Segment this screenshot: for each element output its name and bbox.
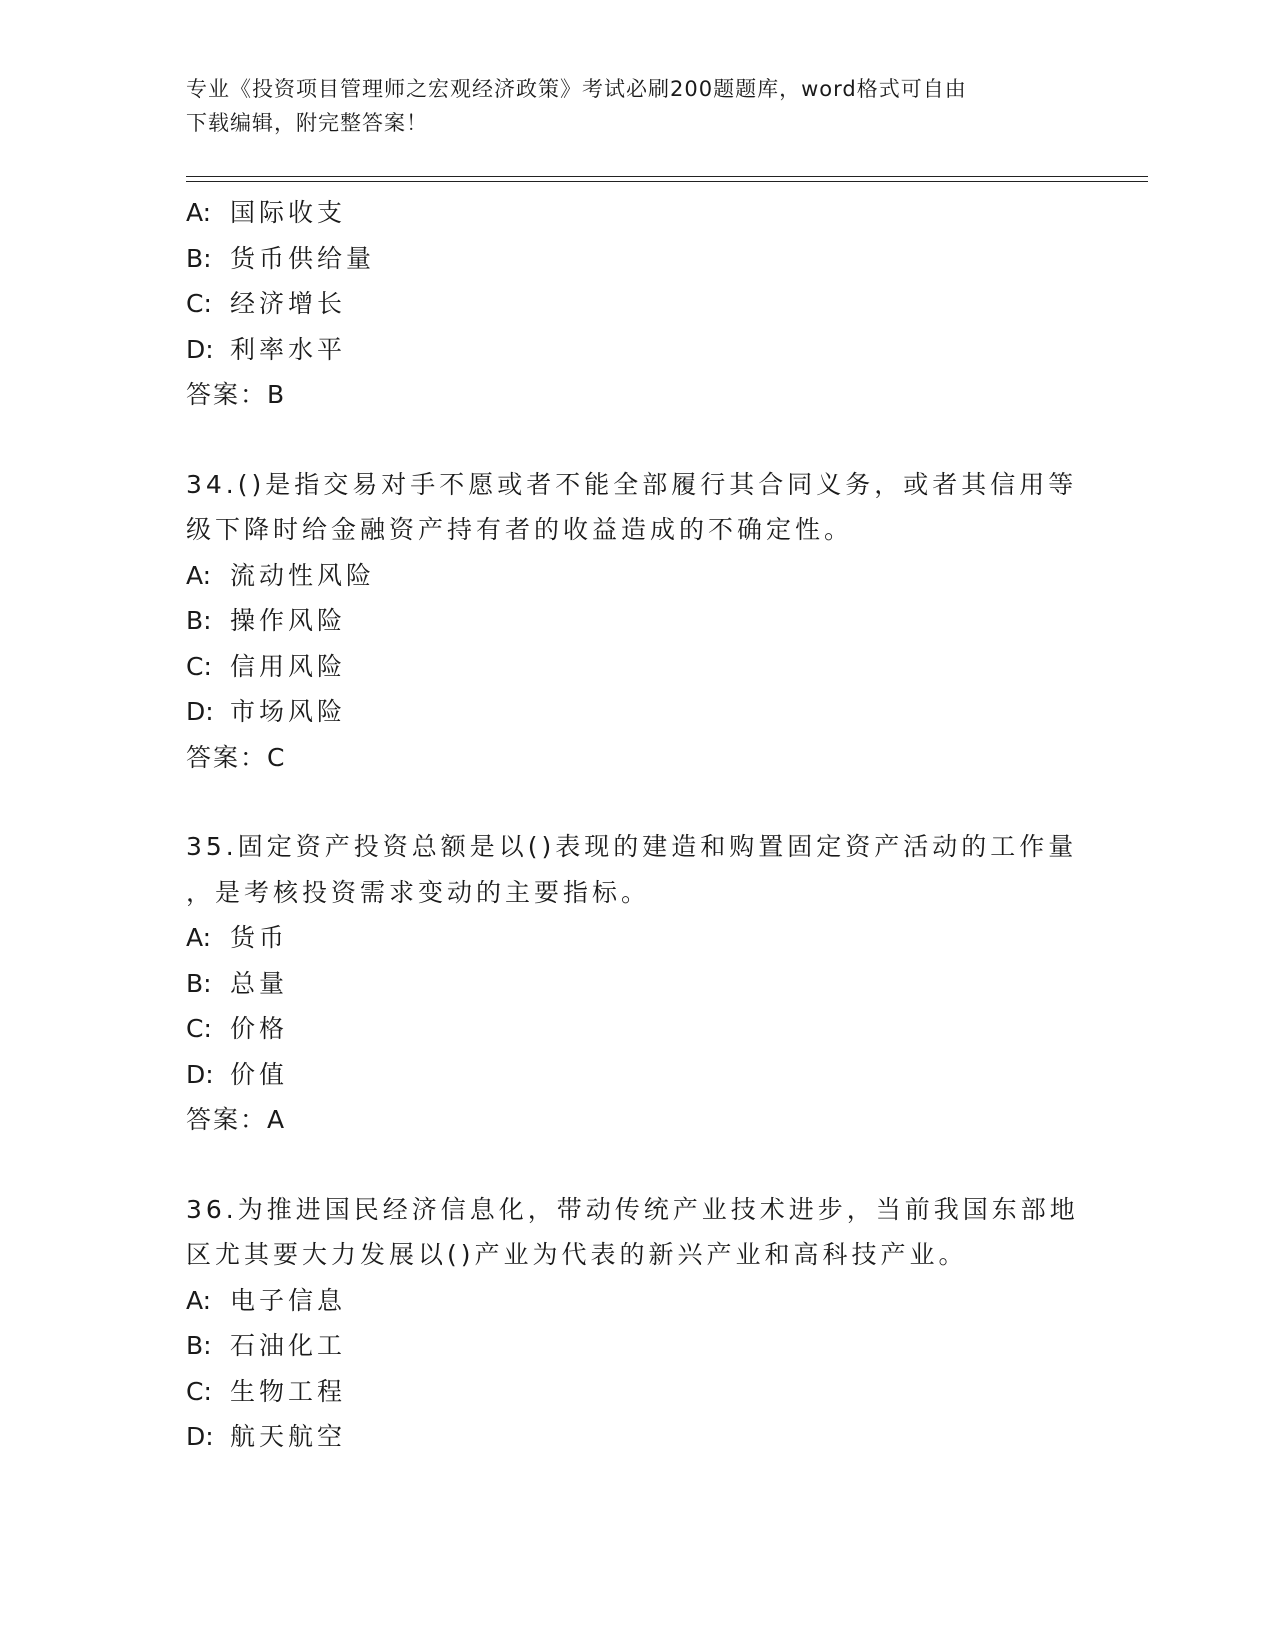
option-text: 利率水平 [230, 334, 347, 364]
question-stem [186, 824, 1086, 915]
option-text: 总量 [230, 968, 289, 998]
option-text: 流动性风险 [230, 560, 376, 590]
option-b [186, 598, 1086, 644]
option-d [186, 1052, 1086, 1098]
header-rule-bottom [186, 181, 1148, 182]
answer: 答案：C [186, 742, 287, 772]
option-b [186, 961, 1086, 1007]
option-text: 信用风险 [230, 651, 347, 681]
option-d [186, 1414, 1086, 1460]
option-letter: D: [186, 1422, 214, 1451]
header-rule-top [186, 176, 1148, 177]
option-text: 国际收支 [230, 198, 347, 227]
question-34 [186, 462, 1086, 781]
option-text: 生物工程 [230, 1376, 347, 1406]
option-letter: D: [186, 1059, 214, 1089]
question-stem-line-2: 区尤其要大力发展以()产业为代表的新兴产业和高科技产业。 [186, 1240, 968, 1269]
option-text: 石油化工 [230, 1331, 347, 1360]
question-list [186, 190, 1086, 1460]
option-letter: B: [186, 606, 212, 635]
option-text: 市场风险 [230, 697, 347, 726]
spacer [186, 418, 1086, 462]
question-33 [186, 190, 1086, 418]
option-text: 操作风险 [230, 606, 347, 635]
question-stem-line-1: 36.为推进国民经济信息化，带动传统产业技术进步，当前我国东部地 [186, 1194, 1079, 1224]
option-letter: C: [186, 1376, 212, 1406]
question-stem [186, 1187, 1086, 1278]
spacer [186, 780, 1086, 824]
option-a [186, 190, 1086, 236]
option-text: 价格 [230, 1014, 289, 1043]
option-letter: B: [186, 243, 212, 273]
option-letter: C: [186, 651, 212, 681]
answer: 答案：A [186, 1105, 287, 1134]
option-letter: C: [186, 289, 212, 318]
option-text: 航天航空 [230, 1422, 347, 1451]
question-stem-line-2: 级下降时给金融资产持有者的收益造成的不确定性。 [186, 515, 854, 544]
document-header [186, 72, 1066, 140]
question-35 [186, 824, 1086, 1143]
option-letter: B: [186, 968, 212, 998]
option-a [186, 1278, 1086, 1324]
option-c [186, 1369, 1086, 1415]
option-b [186, 236, 1086, 282]
question-stem-line-2: ，是考核投资需求变动的主要指标。 [186, 877, 651, 907]
option-b [186, 1323, 1086, 1369]
option-letter: A: [186, 198, 212, 227]
option-c [186, 644, 1086, 690]
option-text: 电子信息 [230, 1285, 347, 1315]
option-letter: A: [186, 1285, 212, 1315]
option-a [186, 915, 1086, 961]
question-stem [186, 462, 1086, 553]
question-stem-line-1: 35.固定资产投资总额是以()表现的建造和购置固定资产活动的工作量 [186, 832, 1078, 861]
option-text: 货币 [230, 923, 289, 952]
question-36 [186, 1187, 1086, 1460]
option-c [186, 1006, 1086, 1052]
option-letter: D: [186, 334, 214, 364]
option-text: 经济增长 [230, 289, 347, 318]
option-c [186, 281, 1086, 327]
option-a [186, 553, 1086, 599]
option-letter: A: [186, 923, 212, 952]
answer: 答案：B [186, 380, 287, 409]
option-letter: B: [186, 1331, 212, 1360]
option-d [186, 327, 1086, 373]
option-letter: C: [186, 1014, 212, 1043]
option-text: 价值 [230, 1059, 289, 1089]
option-letter: D: [186, 697, 214, 726]
spacer [186, 1143, 1086, 1187]
header-line-2: 下载编辑，附完整答案！ [186, 111, 428, 135]
option-d [186, 689, 1086, 735]
header-line-1: 专业《投资项目管理师之宏观经济政策》考试必刷200题题库，word格式可自由 [186, 77, 967, 101]
option-text: 货币供给量 [230, 243, 376, 273]
question-stem-line-1: 34.()是指交易对手不愿或者不能全部履行其合同义务，或者其信用等 [186, 469, 1078, 499]
option-letter: A: [186, 560, 212, 590]
